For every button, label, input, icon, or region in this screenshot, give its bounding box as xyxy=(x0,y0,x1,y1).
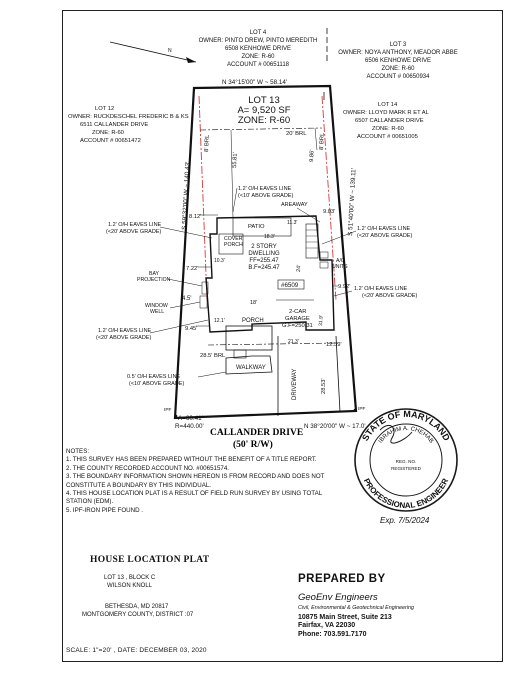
areaway-stairs xyxy=(306,224,318,258)
firm-phone: Phone: 703.591.7170 xyxy=(298,630,367,638)
eaves-right1-sub: (<20' ABOVE GRADE) xyxy=(357,233,413,239)
driveway-label: DRIVEWAY xyxy=(292,368,298,400)
lot3-label: LOT 3 xyxy=(389,42,407,48)
brl-front-label: 28.5' BRL xyxy=(200,353,226,359)
lot12-owner: OWNER: RUCKDESCHEL FREDERIC B & KS xyxy=(68,114,189,120)
ipf-left-marker xyxy=(175,415,178,418)
dim-11-3: 11.3' xyxy=(287,220,298,226)
dim-24: 24' xyxy=(296,264,303,273)
eaves-left1: 1.2' O/H EAVES LINE xyxy=(108,222,162,228)
bearing-top: N 34°15'00" W ~ 58.14' xyxy=(222,79,288,86)
bearing-right: S 51°40'00" W ~ 139.11' xyxy=(347,168,358,237)
dim-55-line xyxy=(231,130,233,218)
lot14-account: ACCOUNT # 00651005 xyxy=(357,134,418,140)
brl-right-label: 8' BRL xyxy=(319,132,326,151)
dwelling-label-1: 2 STORY xyxy=(251,244,277,250)
lot4-address: 6508 KENHOWE DRIVE xyxy=(224,46,292,52)
seal-expiration: Exp. 7/5/2024 xyxy=(380,516,430,525)
basement-floor-elev: B.F=245.47 xyxy=(248,265,280,271)
firm-name: GeoEnv Engineers xyxy=(298,592,378,603)
note-3a: 3. THE BOUNDARY INFORMATION SHOWN HEREON IS FROM RECORD AND DOES NOT xyxy=(66,473,325,481)
street-row-width: (50' R/W) xyxy=(233,440,273,450)
dim-31-9: 31.9' xyxy=(318,315,325,327)
eaves-right2: 1.2' O/H EAVES LINE xyxy=(354,286,408,292)
note-5: 5. IPF-IRON PIPE FOUND . xyxy=(66,506,144,514)
note-4b: STATION (EDM). xyxy=(66,498,114,506)
lot4-account: ACCOUNT # 00651118 xyxy=(226,62,290,68)
dim-10-3: 10.3' xyxy=(214,258,225,264)
lot3-zone: ZONE: R-60 xyxy=(381,66,415,72)
seal-reg-no: REG. NO. xyxy=(395,459,417,464)
bearing-left: S 59°32'00" W ~ 140.43' xyxy=(181,161,192,231)
notes-header: NOTES: xyxy=(66,448,90,455)
lot12-label: LOT 12 xyxy=(95,106,115,112)
dim-28-53: 28.53' xyxy=(321,378,327,394)
note-3b: CONSTITUTE A BOUNDARY BY THIS INDIVIDUAL. xyxy=(66,481,211,489)
note-1: 1. THIS SURVEY HAS BEEN PREPARED WITHOUT THE BENEFIT OF A TITLE REPORT. xyxy=(66,456,317,464)
lot4-owner: OWNER: PINTO DREW, PINTO MEREDITH xyxy=(198,38,318,44)
patio-label: PATIO xyxy=(248,224,265,230)
arc-radius: R=440.00' xyxy=(175,423,204,430)
ipf-right-label: IPF xyxy=(358,407,366,412)
city-line: BETHESDA, MD 20817 xyxy=(105,604,169,610)
dim-7-22: 7.22' xyxy=(186,266,199,272)
subject-area: A= 9,520 SF xyxy=(237,105,291,116)
lot3-owner: OWNER: NOYA ANTHONY, MEADOR ABBE xyxy=(338,50,458,56)
bearing-bottom: N 38°20'00" W ~ 17.0' xyxy=(304,423,366,430)
eaves-top-sub: (<10' ABOVE GRADE) xyxy=(238,193,294,199)
garage-label-2: GARAGE xyxy=(285,316,310,322)
notes-block xyxy=(66,448,366,515)
seal-engineer-name: IBRAHIM A. CHEHAB xyxy=(377,425,435,445)
note-4a: 4. THIS HOUSE LOCATION PLAT IS A RESULT OF FIELD RUN SURVEY BY USING TOTAL xyxy=(66,490,323,498)
svg-text:N: N xyxy=(168,48,172,54)
location-info xyxy=(82,603,193,619)
scale-date: SCALE: 1"=20' , DATE: DECEMBER 03, 2020 xyxy=(66,647,207,654)
lot3-account: ACCOUNT # 00650934 xyxy=(366,74,430,80)
firm-address xyxy=(298,614,392,639)
lot14-owner: OWNER: LLOYD MARK R ET AL xyxy=(343,110,429,116)
ipf-right-marker xyxy=(354,409,357,412)
north-arrow-icon xyxy=(110,42,196,63)
eaves-top: 1.2' O/H EAVES LINE xyxy=(238,186,292,192)
eaves-left2: 1.2' O/H EAVES LINE xyxy=(98,328,152,334)
seal-profession: PROFESSIONAL ENGINEER xyxy=(361,476,451,511)
subject-zone: ZONE: R-60 xyxy=(237,115,291,126)
lot12-address: 6511 CALLANDER DRIVE xyxy=(80,122,149,128)
window-well-box xyxy=(200,296,207,308)
eaves-bottom-sub: (<10' ABOVE GRADE) xyxy=(129,381,185,387)
note-2: 2. THE COUNTY RECORDED ACCOUNT NO. #00651574. xyxy=(66,464,229,472)
engineer-seal xyxy=(355,409,457,525)
street-name: CALLANDER DRIVE xyxy=(210,428,304,438)
house-number: #6509 xyxy=(281,282,299,289)
seal-state: STATE OF MARYLAND xyxy=(360,408,452,443)
firm-street: 10875 Main Street, Suite 213 xyxy=(298,614,392,621)
lot4-zone: ZONE: R-60 xyxy=(241,54,275,60)
walkway-label: WALKWAY xyxy=(236,365,266,371)
arc-length: A=60.41' xyxy=(178,415,203,422)
ac-units-label: A/C UNITS xyxy=(332,258,348,270)
lot-block: LOT 13 , BLOCK C xyxy=(104,575,156,581)
eaves-right1: 1.2' O/H EAVES LINE xyxy=(357,226,411,232)
dwelling-label-2: DWELLING xyxy=(248,251,280,257)
brl-top-label: 20' BRL xyxy=(286,131,307,137)
dim-18-3: 18.3' xyxy=(264,234,275,240)
eaves-bottom: 0.5' O/H EAVES LINE xyxy=(127,374,181,380)
window-well-label: WINDOW WELL xyxy=(145,303,168,315)
dim-9-86-line xyxy=(315,128,317,150)
dim-9-86: 9.86' xyxy=(309,149,316,163)
eaves-left2-sub: (<20' ABOVE GRADE) xyxy=(96,335,152,341)
lot-block-info xyxy=(104,574,155,590)
subject-lot: LOT 13 xyxy=(248,95,280,106)
lot4-label: LOT 4 xyxy=(249,30,267,36)
dim-4-5: 4.5' xyxy=(182,296,192,302)
ac-unit-2 xyxy=(320,262,328,268)
ipf-left-label: IPF xyxy=(164,408,172,413)
porch-label: PORCH xyxy=(242,318,264,324)
lot14-zone: ZONE: R-60 xyxy=(372,126,404,132)
dim-9-92: 9.92' xyxy=(338,284,351,290)
county-line: MONTGOMERY COUNTY, DISTRICT :07 xyxy=(82,612,194,618)
first-floor-elev: FF=255.47 xyxy=(249,258,279,264)
dim-21-3: 21.3' xyxy=(288,339,299,345)
eaves-left1-sub: (<20' ABOVE GRADE) xyxy=(106,229,162,235)
dim-12-59: 12.59' xyxy=(326,342,342,348)
ac-unit-1 xyxy=(320,252,328,258)
firm-city: Fairfax, VA 22030 xyxy=(298,622,356,630)
lot3-address: 6506 KENHOWE DRIVE xyxy=(364,58,432,64)
lot12-account: ACCOUNT # 00651472 xyxy=(80,138,141,144)
subdivision-name: WILSON KNOLL xyxy=(107,583,153,589)
cover-porch-label: COVER PORCH xyxy=(224,236,243,248)
eaves-right2-sub: (<20' ABOVE GRADE) xyxy=(362,293,418,299)
areaway-label: AREAWAY xyxy=(281,202,308,208)
lot12-zone: ZONE: R-60 xyxy=(92,130,124,136)
seal-registered: REGISTERED xyxy=(391,466,421,471)
brl-top-line xyxy=(200,128,322,130)
brl-left-red xyxy=(199,96,207,300)
lot14-address: 6507 CALLANDER DRIVE xyxy=(355,118,424,124)
brl-front-line xyxy=(208,343,338,345)
lot14-label: LOT 14 xyxy=(378,102,398,108)
dim-55-81: 55.81' xyxy=(232,152,239,169)
dim-9-03: 9.03' xyxy=(323,209,336,215)
brl-left-label: 8' BRL xyxy=(204,134,211,153)
prepared-by-heading: PREPARED BY xyxy=(298,573,386,585)
dim-8-12: 8.12' xyxy=(189,214,202,220)
plat-title: HOUSE LOCATION PLAT xyxy=(90,555,210,565)
dim-18: 18' xyxy=(250,300,258,306)
dim-12-1: 12.1' xyxy=(214,318,225,324)
garage-label-1: 2-CAR xyxy=(289,309,307,315)
bay-projection-label: BAY PROJECTION xyxy=(137,271,171,283)
firm-services: Civil, Environmental & Geotechnical Engineering xyxy=(298,605,414,611)
dim-9-45: 9.45' xyxy=(185,326,198,332)
garage-floor-elev: G.F=250.31 xyxy=(282,323,313,329)
